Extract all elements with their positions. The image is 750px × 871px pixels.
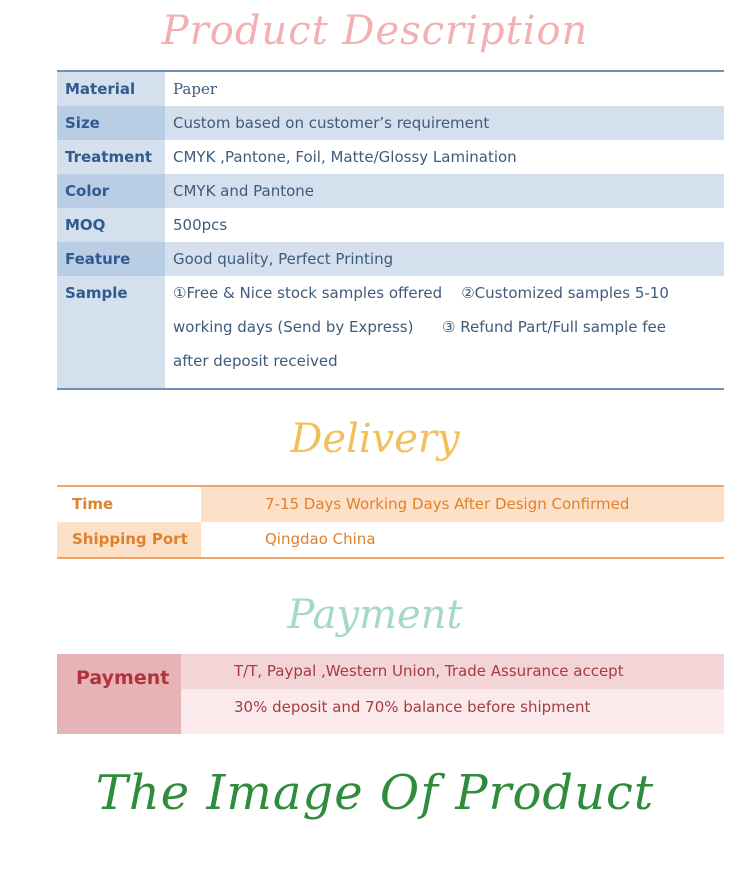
row-label: Time	[57, 487, 201, 522]
delivery-title: Delivery	[290, 416, 460, 462]
table-row	[57, 208, 724, 242]
payment-title: Payment	[287, 592, 463, 638]
table-row	[57, 174, 724, 208]
table-row	[57, 140, 724, 174]
row-label: Treatment	[57, 140, 165, 174]
row-label: Sample	[57, 276, 165, 388]
row-label: Color	[57, 174, 165, 208]
table-row	[57, 106, 724, 140]
image-of-product-title: The Image Of Product	[95, 765, 655, 821]
sample-line: ①Free & Nice stock samples offered ②Customized samples 5-10	[173, 284, 669, 302]
product-description-title: Product Description	[161, 8, 589, 54]
delivery-table	[57, 485, 724, 559]
table-row-sample	[57, 276, 724, 388]
row-label: Size	[57, 106, 165, 140]
row-label: Feature	[57, 242, 165, 276]
row-value: CMYK ,Pantone, Foil, Matte/Glossy Lamination	[165, 140, 724, 174]
payment-table	[57, 654, 724, 734]
payment-line: 30% deposit and 70% balance before shipment	[181, 689, 724, 734]
payment-values	[181, 654, 724, 734]
row-value: Paper	[165, 72, 724, 106]
row-label: MOQ	[57, 208, 165, 242]
row-value: Qingdao China	[201, 522, 724, 557]
row-value: 500pcs	[165, 208, 724, 242]
payment-label: Payment	[57, 654, 181, 734]
table-row	[57, 487, 724, 522]
row-value: 7-15 Days Working Days After Design Confirmed	[201, 487, 724, 522]
row-value: Custom based on customer’s requirement	[165, 106, 724, 140]
row-label: Shipping Port	[57, 522, 201, 557]
table-row	[57, 242, 724, 276]
product-description-table	[57, 70, 724, 390]
row-value: CMYK and Pantone	[165, 174, 724, 208]
row-label: Material	[57, 72, 165, 106]
sample-line: working days (Send by Express) ③ Refund Part/Full sample fee	[173, 318, 666, 336]
table-row	[57, 72, 724, 106]
table-row	[57, 522, 724, 557]
payment-line: T/T, Paypal ,Western Union, Trade Assurance accept	[181, 654, 724, 689]
row-value: Good quality, Perfect Printing	[165, 242, 724, 276]
sample-value	[165, 276, 724, 388]
sample-line: after deposit received	[173, 352, 338, 370]
